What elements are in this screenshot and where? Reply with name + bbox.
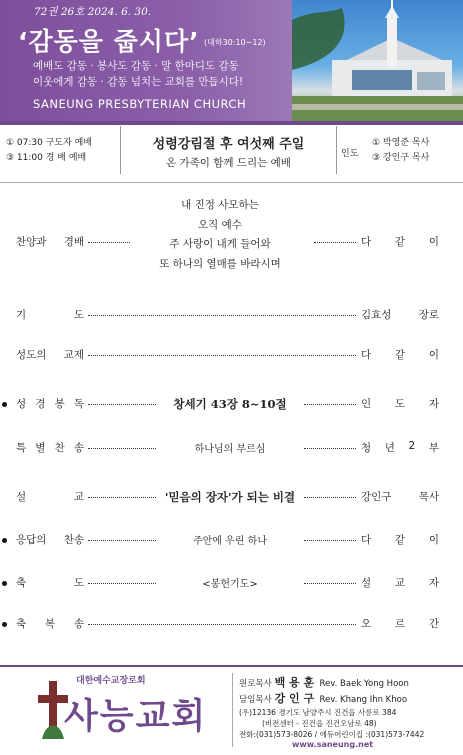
order-item-label: 특 별 찬 송 — [16, 442, 84, 454]
order-row — [0, 616, 463, 632]
service-leaders — [372, 136, 462, 182]
leader-3: ③ 강인구 목사 — [372, 153, 430, 163]
banner-divider — [0, 121, 463, 125]
church-english-name: SANEUNG PRESBYTERIAN CHURCH — [33, 97, 247, 111]
leader-dots — [304, 583, 356, 584]
senior-pastor-title: 원로목사 — [239, 679, 272, 689]
bullet-icon — [2, 538, 7, 543]
service-time-1: ① 07:30 구도자 예배 — [6, 138, 93, 148]
order-item-label: 설 교 — [16, 491, 84, 503]
order-item-label: 응답의 찬송 — [16, 534, 84, 546]
order-row — [0, 347, 463, 363]
order-item-content: 창세기 43장 8~10절 — [173, 397, 287, 411]
order-item-leader: 청 년 2 부 — [361, 440, 439, 454]
lyric-line: 또 하나의 열매를 바라시며 — [159, 257, 281, 270]
motto-line-2: 이웃에게 감동 · 감동 넘치는 교회를 만듭시다! — [33, 76, 244, 88]
leader-dots — [88, 242, 130, 243]
service-subtitle: 온 가족이 함께 드리는 예배 — [166, 157, 291, 169]
church-building-image — [292, 0, 463, 121]
slogan: ‘감동을 줍시다’ — [18, 27, 200, 56]
pastor-line — [239, 690, 407, 706]
senior-pastor-name: 백 용 훈 — [274, 676, 315, 689]
church-name: 사능교회 — [64, 697, 208, 737]
order-row — [0, 575, 463, 591]
service-title: 성령강림절 후 여섯째 주일 — [152, 137, 305, 152]
order-row — [0, 440, 463, 456]
order-row — [0, 234, 463, 250]
leader-dots — [88, 315, 356, 316]
leader-dots — [88, 448, 156, 449]
leader-1: ① 박영준 목사 — [372, 138, 430, 148]
order-item-leader: 오 르 간 — [361, 618, 439, 630]
leader-dots — [88, 497, 156, 498]
leader-label: 인도 — [341, 149, 359, 159]
order-item-content: 하나님의 부르심 — [194, 444, 266, 455]
website-link[interactable]: www.saneung.net — [292, 740, 374, 749]
leader-dots — [88, 355, 356, 356]
bullet-icon — [2, 581, 7, 586]
order-item-leader: 설 교 자 — [361, 577, 439, 589]
order-row — [0, 532, 463, 548]
info-divider — [0, 182, 463, 183]
bullet-icon — [2, 622, 7, 627]
service-title-box — [120, 126, 337, 174]
order-item-leader: 김효성 장로 — [361, 309, 439, 321]
senior-pastor-en: Rev. Baek Yong Hoon — [319, 679, 409, 689]
leader-dots — [304, 540, 356, 541]
leader-dots — [304, 448, 356, 449]
phone: 전화:(031)573-8026 / 에듀어린이집 :(031)573-7442 — [239, 730, 425, 739]
order-item-label: 성도의 교제 — [16, 349, 84, 361]
order-item-label: 기 도 — [16, 309, 84, 321]
order-item-leader: 강인구 목사 — [361, 491, 439, 503]
senior-pastor-line — [239, 674, 409, 690]
order-item-label: 축 도 — [16, 577, 84, 589]
pastor-en: Rev. Khang Ihn Khoo — [319, 695, 408, 705]
motto-line-1: 예배도 감동 · 봉사도 감동 · 말 한마디도 감동 — [33, 60, 239, 72]
pastor-name: 강 인 구 — [274, 692, 315, 705]
order-row — [0, 396, 463, 412]
order-item-label: 성 경 봉 독 — [16, 398, 84, 410]
church-building-photo — [292, 0, 463, 121]
order-item-leader: 다 같 이 — [361, 534, 439, 546]
scripture-ref: (대하30:10~12) — [204, 38, 266, 47]
order-item-content: 주안에 우린 하나 — [193, 536, 267, 547]
order-item-leader: 다 같 이 — [361, 349, 439, 361]
volume-date: 72권 26호 2024. 6. 30. — [34, 6, 152, 18]
lyric-line: 내 진정 사모하는 — [181, 199, 259, 211]
order-row — [0, 489, 463, 505]
order-row — [0, 307, 463, 323]
leader-dots — [304, 497, 356, 498]
leader-dots — [88, 583, 156, 584]
address: (우)12136 경기도 남양주시 진건읍 사릉로 384 — [239, 708, 397, 717]
order-item-leader: 인 도 자 — [361, 398, 439, 410]
service-time-3: ③ 11:00 경 배 예배 — [6, 153, 87, 163]
order-item-leader: 다 같 이 — [361, 236, 439, 248]
order-item-content: <봉헌기도> — [202, 579, 258, 590]
order-item-label: 찬양과 경배 — [16, 236, 84, 248]
denomination: 대한예수교장로회 — [76, 676, 146, 686]
footer — [0, 665, 463, 755]
address-vision-center: (비전센터 - 진건읍 진건오남로 48) — [262, 719, 377, 728]
footer-divider — [232, 673, 233, 747]
leader-dots — [314, 242, 356, 243]
pastor-title: 담임목사 — [239, 695, 272, 705]
lyric-line: 오직 예수 — [198, 218, 242, 231]
bullet-icon — [2, 402, 7, 407]
order-item-label: 축 복 송 — [16, 618, 84, 630]
order-item-content: '믿음의 장자'가 되는 비결 — [164, 490, 296, 504]
leader-dots — [304, 404, 356, 405]
leader-dots — [88, 624, 356, 625]
leader-dots — [88, 540, 156, 541]
leader-dots — [88, 404, 156, 405]
lyric-line: 주 사랑이 내게 들어와 — [169, 238, 271, 250]
service-times — [6, 136, 120, 182]
